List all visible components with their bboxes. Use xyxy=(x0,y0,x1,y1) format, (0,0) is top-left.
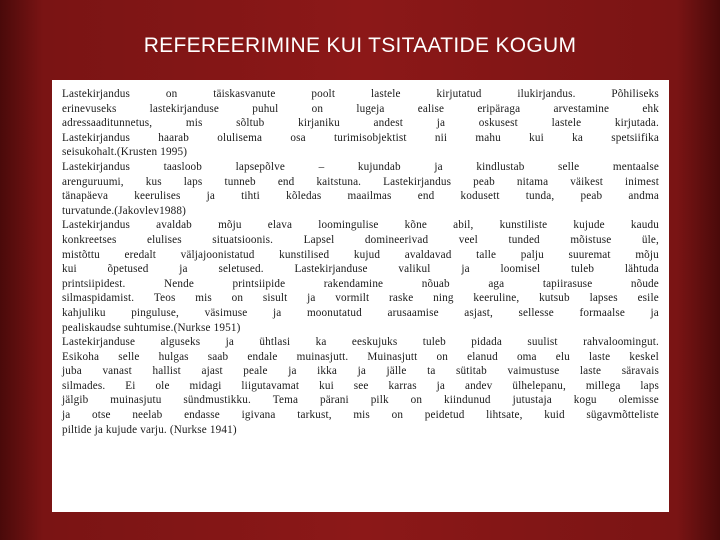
slide-title: REFEREERIMINE KUI TSITAATIDE KOGUM xyxy=(143,34,577,57)
document-line: kui õpetused ja seletused. Lastekirjanduse valikul ja loomisel tuleb lähtuda xyxy=(62,263,659,276)
document-line: mistõttu eredalt väljajoonistatud kunstilised kujud avaldavad talle palju suuremat mõju xyxy=(62,248,659,261)
document-line: Lastekirjandus avaldab mõju elava loomingulise kõne abil, kunstiliste kujude kaudu xyxy=(62,219,659,232)
document-line: seisukohalt.(Krusten 1995) xyxy=(62,146,188,159)
document-line: erinevuseks lastekirjanduse puhul on lugeja ealise eripäraga arvestamine ehk xyxy=(62,102,659,115)
document-line: pealiskaudse suhtumise.(Nurkse 1951) xyxy=(62,321,241,334)
document-line: jälgib muinasjutu sündmustikku. Tema pärani pilk on kiindunud jutustaja kogu olemisse xyxy=(62,394,659,407)
document-line: turvatunde.(Jakovlev1988) xyxy=(62,204,186,217)
document-line: arenguruumi, kus laps tunneb end kaitstuna. Lastekirjandus peab nitama väikest inimest xyxy=(62,175,659,188)
document-line: Lastekirjandus haarab olulisema osa turimisobjektist nii mahu kui ka spetsiifika xyxy=(62,131,659,144)
document-line: silmades. Ei ole midagi liigutavamat kui see karras ja andev ülhelepanu, millega laps xyxy=(62,379,659,392)
document-line: kahjuliku pinguluse, väsimuse ja moonutatud arusaamise asjast, sellesse formaalse ja xyxy=(62,306,659,319)
document-line: silmaspidamist. Teos mis on sisult ja vormilt raske ning keeruline, kutsub lapses esile xyxy=(62,292,659,305)
document-line: piltide ja kujude varju. (Nurkse 1941) xyxy=(62,423,237,436)
document-line: printsiipidest. Nende printsiipide rakendamine nõuab aga tapiirasuse nõude xyxy=(62,277,659,290)
document-line: Lastekirjandus taasloob lapsepõlve – kujundab ja kindlustab selle mentaalse xyxy=(62,160,659,173)
document-line: juba vanast hallist ajast peale ja ikka ja jälle ta sütitab vaimustuse laste säravais xyxy=(62,365,659,378)
document-line: Lastekirjanduse alguseks ja ühtlasi ka eeskujuks tuleb pidada suulist rahvaloomingut. xyxy=(62,336,659,349)
document-line: konkreetses elulises situatsioonis. Lapsel domineerivad veel tunded mõistuse üle, xyxy=(62,233,659,246)
document-line: Lastekirjandus on täiskasvanute poolt lastele kirjutatud ilukirjandus. Põhiliseks xyxy=(62,88,659,100)
document-line: adressaaditunnetus, mis sõltub kirjaniku andest ja oskusest lastele kirjutada. xyxy=(62,117,659,130)
document-line: tänapäeva keerulises ja tihti kõledas maailmas end kodusett tunda, peab andma xyxy=(62,190,659,203)
document-line: ja otse neelab endasse igivana tarkust, mis on peidetud lihtsate, kuid sügavmõtteliste xyxy=(62,409,659,422)
scanned-document-page xyxy=(52,80,669,512)
document-line: Esikoha selle hulgas saab endale muinasjutt. Muinasjutt on elanud oma elu laste keskel xyxy=(62,350,659,363)
